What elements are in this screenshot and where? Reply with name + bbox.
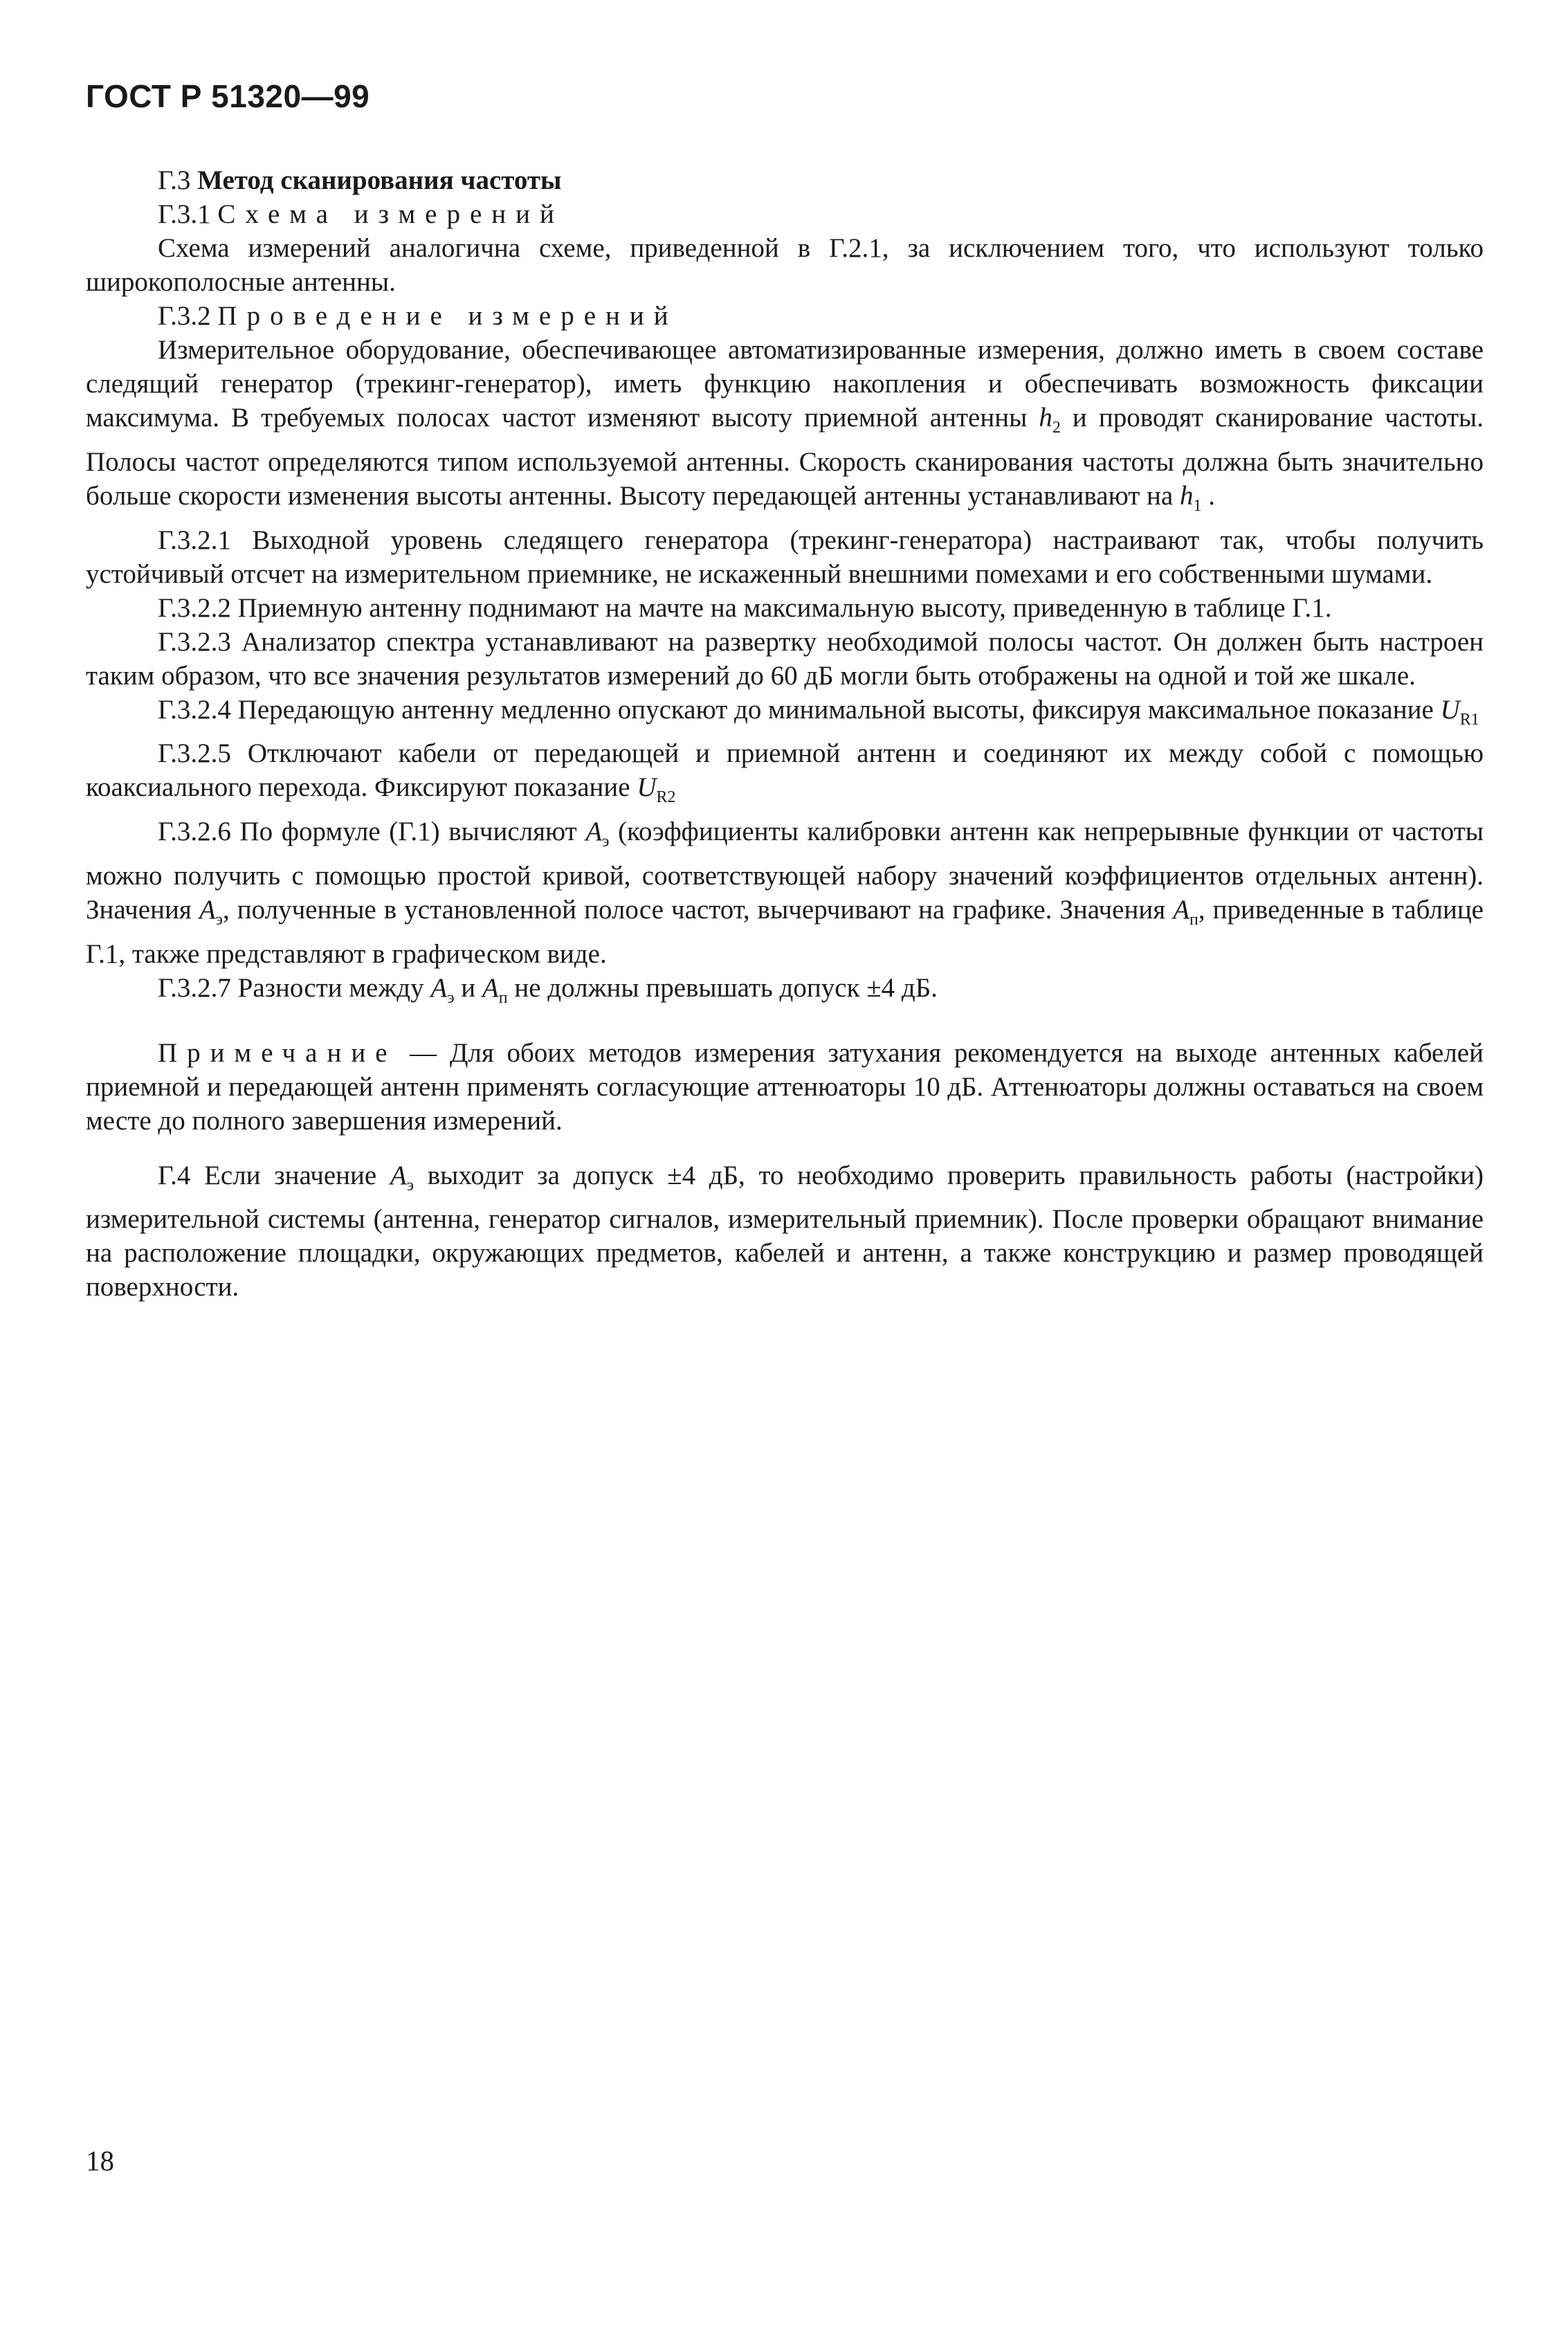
section-number: Г.3 [158, 165, 191, 195]
section-g326: Г.3.2.6 По формуле (Г.1) вычисляют $A_э$ (коэффициенты калибровки антенн как непрерывные функции от частоты можно получить с помощью простой кривой, соответствующей набору значений коэффициентов отдельных антенн). Значения $A_э$, полученные в установленной полосе частот, вычерчивают на графике. Значения $A_п$, приведенные в таблице Г.1, также представляют в графическом виде. [86, 817, 1484, 969]
symbol-ae: $A_э$ [390, 1160, 414, 1194]
symbol-ae: $A_э$ [430, 972, 455, 1007]
document-header: ГОСТ Р 51320—99 [86, 78, 370, 114]
section-number: Г.3.1 [158, 199, 211, 229]
section-g32-heading [86, 299, 1484, 333]
section-g31-text: Схема измерений аналогична схеме, приведенной в Г.2.1, за исключением того, что используют только широкополосные антенны. [86, 233, 1484, 297]
section-g324: Г.3.2.4 Передающую антенну медленно опускают до минимальной высоты, фиксируя максимальное показание $U_{R1}$ [158, 694, 1479, 729]
section-g31-heading [86, 197, 1484, 231]
symbol-an: $A_п$ [482, 972, 508, 1007]
section-title: Проведение измерений [217, 301, 678, 331]
note-label: Примечание [158, 1037, 397, 1068]
symbol-ae: $A_э$ [585, 817, 610, 851]
page-content [86, 163, 1484, 1304]
section-g322: Г.3.2.2 Приемную антенну поднимают на мачте на максимальную высоту, приведенную в таблице Г.1. [158, 592, 1332, 623]
section-g323: Г.3.2.3 Анализатор спектра устанавливают на развертку необходимой полосы частот. Он должен быть настроен таким образом, что все значения результатов измерений до 60 дБ могли быть отображены на одной и той же шкале. [86, 626, 1484, 691]
symbol-ae: $A_э$ [199, 894, 223, 929]
section-title: Метод сканирования частоты [197, 165, 562, 195]
section-title: Схема измерений [217, 199, 564, 229]
symbol-h1: $h_1$ [1179, 480, 1202, 515]
page-number: 18 [86, 2145, 114, 2177]
section-number: Г.3.2 [158, 301, 211, 331]
section-g4: Г.4 Если значение $A_э$ выходит за допуск ±4 дБ, то необходимо проверить правильность работы (настройки) измерительной системы (антенна, генератор сигналов, измерительный приемник). После проверки обращают внимание на расположение площадки, окружающих предметов, кабелей и антенн, а также конструкцию и размер проводящей поверхности. [86, 1160, 1484, 1302]
section-g327: Г.3.2.7 Разности между $A_э$ и $A_п$ не должны превышать допуск ±4 дБ. [158, 972, 938, 1007]
symbol-ur2: $U_{R2}$ [637, 772, 676, 807]
symbol-h2: $h_2$ [1039, 403, 1061, 437]
note [86, 1036, 1484, 1138]
section-g32-text: Измерительное оборудование, обеспечивающее автоматизированные измерения, должно иметь в своем составе следящий генератор (трекинг-генератор), иметь функцию накопления и обеспечивать возможность фиксации максимума. В требуемых полосах частот изменяют высоту приемной антенны $h_2$ и проводят сканирование частоты. Полосы частот определяются типом используемой антенны. Скорость сканирования частоты должна быть значительно больше скорости изменения высоты антенны. Высоту передающей антенны устанавливают на $h_1$ . [86, 335, 1484, 515]
spacer [86, 1138, 1484, 1159]
section-g321: Г.3.2.1 Выходной уровень следящего генератора (трекинг-генератора) настраивают так, чтобы получить устойчивый отсчет на измерительном приемнике, не искаженный внешними помехами и его собственными шумами. [86, 525, 1484, 589]
note-text: — Для обоих методов измерения затухания рекомендуется на выходе антенных кабелей приемной и передающей антенн применять согласующие аттенюаторы 10 дБ. Аттенюаторы должны оставаться на своем месте до полного завершения измерений. [86, 1037, 1484, 1136]
spacer [86, 1015, 1484, 1036]
section-g3-heading [86, 163, 1484, 197]
symbol-ur1: $U_{R1}$ [1440, 694, 1479, 729]
symbol-an: $A_п$ [1173, 894, 1198, 929]
section-g325: Г.3.2.5 Отключают кабели от передающей и приемной антенн и соединяют их между собой с помощью коаксиального перехода. Фиксируют показание $U_{R2}$ [86, 738, 1484, 807]
